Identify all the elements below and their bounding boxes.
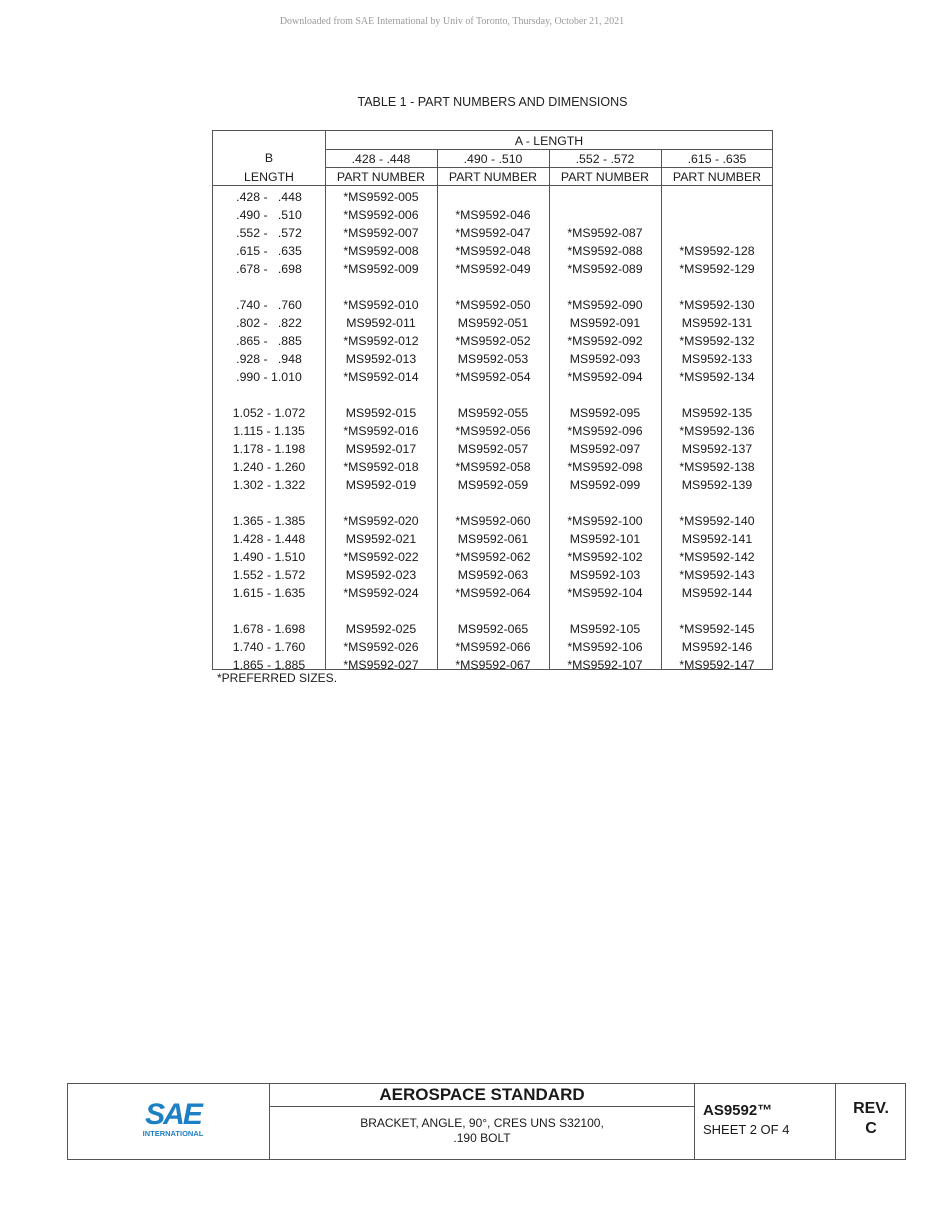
b-length-cell: .740 - .760: [236, 298, 302, 312]
part-number-cell: MS9592-146: [681, 640, 753, 654]
b-length-cell: 1.115 - 1.135: [233, 424, 305, 438]
part-number-cell: *MS9592-138: [679, 460, 755, 474]
part-number-cell: MS9592-101: [569, 532, 641, 546]
part-number-cell: [549, 188, 661, 206]
standard-heading: AEROSPACE STANDARD: [379, 1085, 585, 1104]
part-number-cell: *MS9592-064: [455, 586, 531, 600]
part-number-cell: *MS9592-089: [567, 262, 643, 276]
b-length-header: LENGTH: [244, 170, 294, 184]
part-number-cell: *MS9592-008: [343, 244, 419, 258]
a-range-header: .428 - .448: [351, 152, 411, 166]
sae-logo-text: SAE: [145, 1098, 201, 1131]
part-number-cell: MS9592-099: [569, 478, 641, 492]
part-number-cell: MS9592-015: [345, 406, 417, 420]
part-number-cell: MS9592-065: [457, 622, 529, 636]
b-length-cell: .552 - .572: [236, 226, 302, 240]
b-length-cell: 1.552 - 1.572: [232, 568, 306, 582]
revision-value: C: [865, 1120, 877, 1137]
part-number-cell: *MS9592-092: [567, 334, 643, 348]
part-number-cell: [549, 206, 661, 224]
part-number-cell: *MS9592-049: [455, 262, 531, 276]
part-number-cell: *MS9592-012: [343, 334, 419, 348]
b-length-cell: .865 - .885: [236, 334, 302, 348]
b-length-cell: .990 - 1.010: [236, 370, 302, 384]
b-length-cell: .428 - .448: [236, 190, 302, 204]
part-number-cell: *MS9592-102: [567, 550, 643, 564]
part-number-cell: MS9592-051: [457, 316, 529, 330]
standard-description: [270, 1116, 694, 1146]
part-number-cell: MS9592-021: [345, 532, 417, 546]
part-number-cell: [661, 188, 773, 206]
part-number-cell: *MS9592-010: [343, 298, 419, 312]
part-number-cell: *MS9592-142: [679, 550, 755, 564]
part-number-cell: *MS9592-143: [679, 568, 755, 582]
preferred-sizes-note: *PREFERRED SIZES.: [217, 671, 338, 685]
part-number-cell: *MS9592-145: [679, 622, 755, 636]
part-number-cell: *MS9592-130: [679, 298, 755, 312]
part-number-cell: *MS9592-046: [455, 208, 531, 222]
part-number-cell: *MS9592-134: [679, 370, 755, 384]
table-title: TABLE 1 - PART NUMBERS AND DIMENSIONS: [357, 95, 628, 109]
part-number-cell: MS9592-103: [569, 568, 641, 582]
part-number-cell: *MS9592-132: [679, 334, 755, 348]
description-line: .190 BOLT: [453, 1131, 511, 1145]
b-length-cell: .490 - .510: [236, 208, 302, 222]
b-length-cell: 1.865 - 1.885: [232, 658, 306, 672]
part-numbers-table: [212, 130, 773, 670]
a-range-header: .615 - .635: [687, 152, 747, 166]
part-number-cell: *MS9592-140: [679, 514, 755, 528]
b-length-cell: 1.428 - 1.448: [232, 532, 306, 546]
part-number-cell: *MS9592-024: [343, 586, 419, 600]
part-number-cell: MS9592-019: [345, 478, 417, 492]
part-number-cell: *MS9592-107: [567, 658, 643, 672]
b-length-cell: 1.365 - 1.385: [232, 514, 306, 528]
b-length-cell: 1.302 - 1.322: [232, 478, 306, 492]
part-number-cell: *MS9592-018: [343, 460, 419, 474]
part-number-cell: *MS9592-054: [455, 370, 531, 384]
part-number-cell: *MS9592-104: [567, 586, 643, 600]
part-number-cell: *MS9592-047: [455, 226, 531, 240]
part-number-cell: MS9592-097: [569, 442, 641, 456]
part-number-cell: *MS9592-016: [343, 424, 419, 438]
part-number-cell: *MS9592-026: [343, 640, 419, 654]
part-number-cell: *MS9592-088: [567, 244, 643, 258]
part-number-header: PART NUMBER: [560, 170, 650, 184]
part-number-cell: MS9592-061: [457, 532, 529, 546]
part-number-cell: MS9592-017: [345, 442, 417, 456]
part-number-cell: *MS9592-009: [343, 262, 419, 276]
b-length-cell: .802 - .822: [236, 316, 302, 330]
part-number-cell: *MS9592-005: [343, 190, 419, 204]
b-length-cell: 1.178 - 1.198: [232, 442, 306, 456]
part-number-header: PART NUMBER: [448, 170, 538, 184]
part-number-cell: *MS9592-100: [567, 514, 643, 528]
part-number-cell: *MS9592-136: [679, 424, 755, 438]
part-number-cell: [437, 188, 549, 206]
part-number-cell: MS9592-023: [345, 568, 417, 582]
part-number-cell: *MS9592-014: [343, 370, 419, 384]
part-number-cell: *MS9592-087: [567, 226, 643, 240]
part-number-cell: MS9592-105: [569, 622, 641, 636]
b-length-cell: 1.240 - 1.260: [232, 460, 306, 474]
part-number-cell: [661, 206, 773, 224]
part-number-cell: MS9592-139: [681, 478, 753, 492]
part-number-cell: *MS9592-027: [343, 658, 419, 672]
sae-logo: [138, 1096, 208, 1140]
part-number-cell: MS9592-025: [345, 622, 417, 636]
part-number-cell: *MS9592-129: [679, 262, 755, 276]
part-number-cell: MS9592-053: [457, 352, 529, 366]
part-number-header: PART NUMBER: [672, 170, 762, 184]
part-number-cell: MS9592-095: [569, 406, 641, 420]
b-column-header: B: [264, 151, 274, 165]
part-number-cell: MS9592-144: [681, 586, 753, 600]
part-number-cell: MS9592-059: [457, 478, 529, 492]
heading-rule: [270, 1106, 694, 1107]
sae-logo-subtext: INTERNATIONAL: [142, 1129, 204, 1138]
part-number-cell: MS9592-091: [569, 316, 641, 330]
part-number-cell: *MS9592-060: [455, 514, 531, 528]
part-number-cell: *MS9592-056: [455, 424, 531, 438]
part-number-cell: MS9592-057: [457, 442, 529, 456]
part-number-cell: MS9592-133: [681, 352, 753, 366]
document-number: AS9592™: [703, 1102, 773, 1119]
title-block: [67, 1083, 906, 1160]
part-number-cell: *MS9592-007: [343, 226, 419, 240]
sheet-number: SHEET 2 OF 4: [703, 1122, 790, 1137]
description-line: BRACKET, ANGLE, 90°, CRES UNS S32100,: [360, 1116, 604, 1130]
a-length-header: A - LENGTH: [514, 134, 584, 148]
b-length-cell: .678 - .698: [236, 262, 302, 276]
part-number-cell: [661, 224, 773, 242]
a-range-header: .490 - .510: [463, 152, 523, 166]
part-number-header: PART NUMBER: [336, 170, 426, 184]
part-number-cell: MS9592-093: [569, 352, 641, 366]
b-length-cell: .615 - .635: [236, 244, 302, 258]
part-number-cell: MS9592-063: [457, 568, 529, 582]
part-number-cell: *MS9592-096: [567, 424, 643, 438]
part-number-cell: *MS9592-022: [343, 550, 419, 564]
part-number-cell: *MS9592-062: [455, 550, 531, 564]
part-number-cell: *MS9592-006: [343, 208, 419, 222]
part-number-cell: MS9592-141: [681, 532, 753, 546]
b-length-cell: 1.678 - 1.698: [232, 622, 306, 636]
part-number-cell: *MS9592-067: [455, 658, 531, 672]
part-number-cell: *MS9592-058: [455, 460, 531, 474]
part-number-cell: *MS9592-066: [455, 640, 531, 654]
b-length-cell: 1.740 - 1.760: [232, 640, 306, 654]
part-number-cell: *MS9592-147: [679, 658, 755, 672]
part-number-cell: *MS9592-052: [455, 334, 531, 348]
part-number-cell: *MS9592-094: [567, 370, 643, 384]
revision-label: REV.: [853, 1100, 889, 1117]
part-number-cell: *MS9592-050: [455, 298, 531, 312]
title-block-divider: [694, 1084, 695, 1159]
part-number-cell: MS9592-055: [457, 406, 529, 420]
part-number-cell: MS9592-013: [345, 352, 417, 366]
part-number-cell: MS9592-135: [681, 406, 753, 420]
part-number-cell: *MS9592-020: [343, 514, 419, 528]
part-number-cell: *MS9592-090: [567, 298, 643, 312]
download-watermark: Downloaded from SAE International by Univ of Toronto, Thursday, October 21, 2021: [279, 16, 625, 27]
part-number-cell: MS9592-011: [346, 316, 416, 330]
b-length-cell: .928 - .948: [236, 352, 302, 366]
a-range-header: .552 - .572: [575, 152, 635, 166]
b-length-cell: 1.052 - 1.072: [232, 406, 306, 420]
part-number-cell: *MS9592-098: [567, 460, 643, 474]
part-number-cell: MS9592-137: [681, 442, 753, 456]
part-number-cell: *MS9592-128: [679, 244, 755, 258]
part-number-cell: *MS9592-048: [455, 244, 531, 258]
part-number-cell: *MS9592-106: [567, 640, 643, 654]
b-length-cell: 1.490 - 1.510: [232, 550, 306, 564]
b-length-cell: 1.615 - 1.635: [232, 586, 306, 600]
part-number-cell: MS9592-131: [681, 316, 753, 330]
